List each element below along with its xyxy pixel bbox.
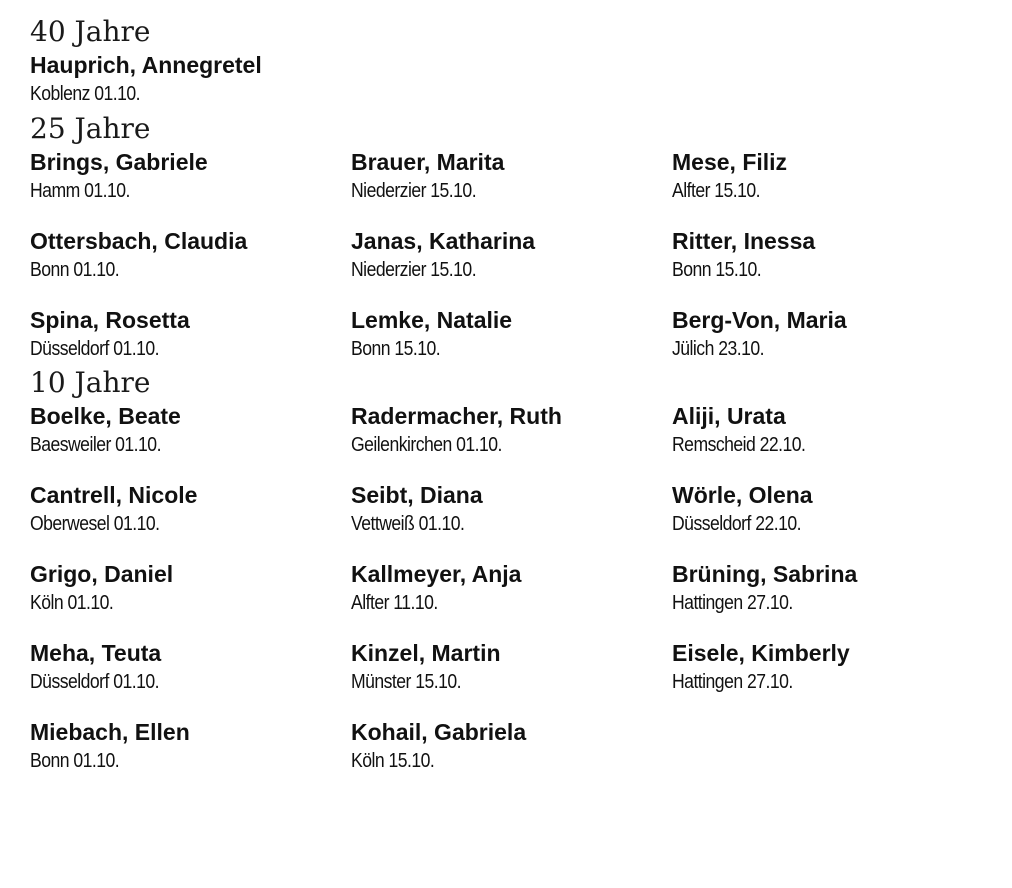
entry-name: Eisele, Kimberly [672,640,850,666]
entry-place-date: Oberwesel 01.10. [30,513,160,535]
entry-place-date: Koblenz 01.10. [30,83,141,105]
entry-name: Mese, Filiz [672,149,788,175]
entry-place-date: Niederzier 15.10. [351,180,477,202]
list-item [351,638,672,717]
entry-place-date: Vettweiß 01.10. [351,513,465,535]
entry-place-date: Düsseldorf 22.10. [672,513,801,535]
entry-place-date: Bonn 15.10. [672,259,762,281]
list-item [30,559,351,638]
entry-name: Aliji, Urata [672,403,786,429]
anniversary-list [30,14,990,796]
list-item [351,226,672,305]
entry-name: Boelke, Beate [30,403,181,429]
entry-name: Radermacher, Ruth [351,403,562,429]
entry-name: Seibt, Diana [351,482,483,508]
entry-place-date: Köln 15.10. [351,750,435,772]
entry-place-date: Alfter 15.10. [672,180,761,202]
entry-name: Kallmeyer, Anja [351,561,522,587]
entry-place-date: Remscheid 22.10. [672,434,806,456]
list-item [30,480,351,559]
list-item [351,305,672,384]
entry-place-date: Niederzier 15.10. [351,259,477,281]
list-item [672,638,990,717]
list-item [672,401,990,480]
entry-place-date: Bonn 01.10. [30,259,120,281]
entry-name: Berg-Von, Maria [672,307,847,333]
entry-name: Janas, Katharina [351,228,536,254]
list-item [351,480,672,559]
entry-place-date: Hamm 01.10. [30,180,130,202]
entry-grid [30,147,990,384]
list-item [672,559,990,638]
entry-place-date: Düsseldorf 01.10. [30,338,159,360]
entry-name: Miebach, Ellen [30,719,190,745]
list-item [672,480,990,559]
list-item [30,226,351,305]
entry-name: Ritter, Inessa [672,228,816,254]
entry-name: Lemke, Natalie [351,307,513,333]
section-10-jahre [30,365,990,796]
entry-name: Ottersbach, Claudia [30,228,248,254]
entry-name: Kinzel, Martin [351,640,501,666]
list-item [351,147,672,226]
entry-place-date: Jülich 23.10. [672,338,764,360]
entry-place-date: Bonn 15.10. [351,338,441,360]
entry-place-date: Köln 01.10. [30,592,114,614]
entry-place-date: Hattingen 27.10. [672,671,793,693]
list-item [351,401,672,480]
entry-name: Kohail, Gabriela [351,719,527,745]
section-heading: 40 Jahre [30,15,151,48]
section-25-jahre [30,111,990,384]
entry-grid [30,401,990,796]
list-item [30,638,351,717]
entry-name: Grigo, Daniel [30,561,174,587]
list-item [672,305,990,384]
list-item [672,147,990,226]
list-item [30,401,351,480]
entry-name: Brüning, Sabrina [672,561,858,587]
entry-place-date: Hattingen 27.10. [672,592,793,614]
entry-place-date: Münster 15.10. [351,671,462,693]
list-item [351,717,672,796]
list-item [30,147,351,226]
section-heading: 10 Jahre [30,366,151,399]
section-heading: 25 Jahre [30,112,151,145]
entry-place-date: Düsseldorf 01.10. [30,671,159,693]
entry-place-date: Bonn 01.10. [30,750,120,772]
entry-name: Brings, Gabriele [30,149,208,175]
entry-name: Hauprich, Annegretel [30,52,262,78]
entry-name: Spina, Rosetta [30,307,190,333]
entry-place-date: Alfter 11.10. [351,592,438,614]
list-item [672,226,990,305]
entry-place-date: Geilenkirchen 01.10. [351,434,502,456]
list-item [30,717,351,796]
list-item [351,559,672,638]
entry-place-date: Baesweiler 01.10. [30,434,161,456]
entry-name: Brauer, Marita [351,149,505,175]
entry-name: Wörle, Olena [672,482,813,508]
entry-name: Meha, Teuta [30,640,162,666]
entry-name: Cantrell, Nicole [30,482,198,508]
